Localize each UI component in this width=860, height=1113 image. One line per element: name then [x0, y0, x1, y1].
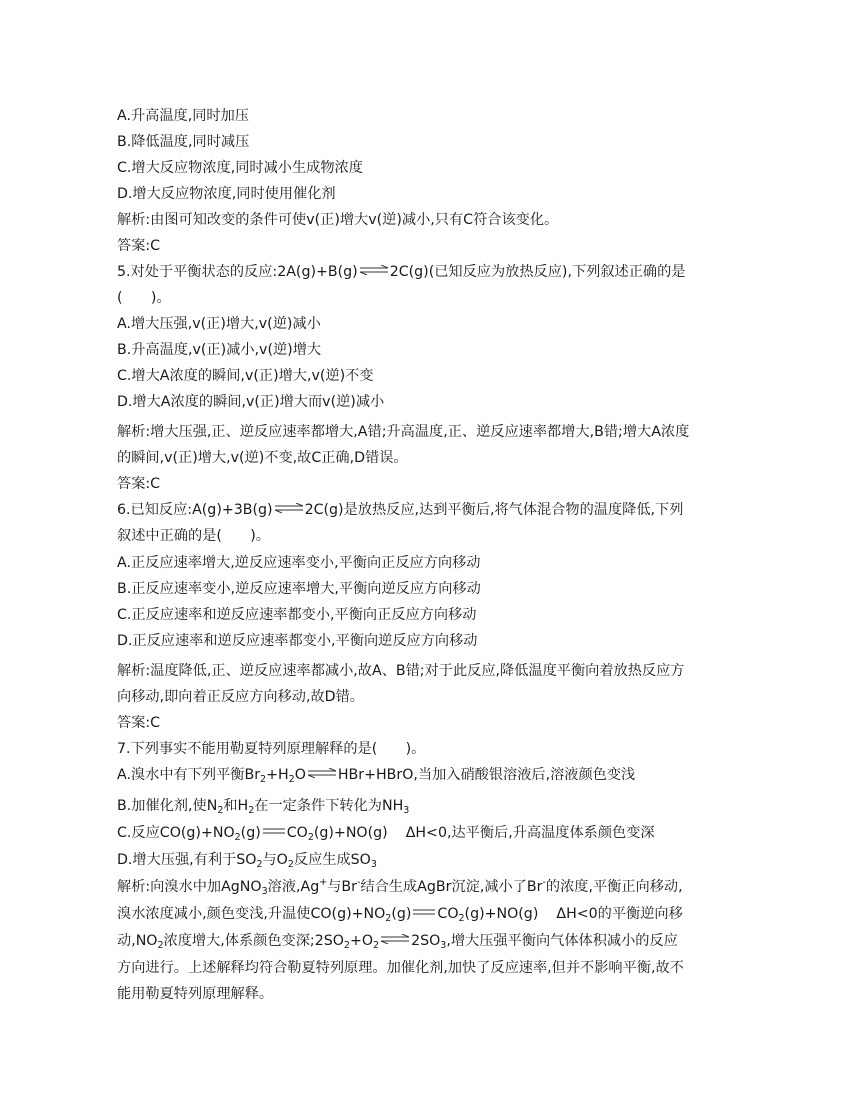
q6-option-c: C.正反应速率和逆反应速率都变小,平衡向正反应方向移动: [117, 607, 477, 623]
q4-answer: 答案:C: [117, 238, 161, 254]
q7-option-c: C.反应$CO(g)+NO_2(g)$ $CO_2(g)+NO(g)$ ΔH<0,达平衡后,升高温度体系颜色变深: [117, 825, 655, 843]
q7-explanation-line-2: 溴水浓度减小,颜色变浅,升温使$CO(g)+NO_2(g)$ $CO_2(g)+NO(g)$ ΔH<0的平衡逆向移: [117, 906, 683, 924]
q4-explanation: 解析:由图可知改变的条件可使v(正)增大v(逆)减小,只有C符合该变化。: [117, 212, 559, 228]
q4-option-d: D.增大反应物浓度,同时使用催化剂: [117, 186, 336, 202]
q4-option-a: A.升高温度,同时加压: [117, 108, 249, 124]
equilibrium-arrow-icon: [307, 768, 337, 778]
q4-option-b: B.降低温度,同时减压: [117, 134, 250, 150]
q5-explanation-line-2: 的瞬间,v(正)增大,v(逆)不变,故C正确,D错误。: [117, 450, 408, 466]
q5-stem-paren: ( )。: [117, 290, 171, 306]
equals-arrow-icon: [262, 827, 286, 835]
q5-option-b: B.升高温度,v(正)减小,v(逆)增大: [117, 342, 322, 358]
q5-stem: 5.对处于平衡状态的反应:2A(g)+B(g) 2C(g)(已知反应为放热反应),下列叙述正确的是: [117, 264, 686, 280]
q6-option-b: B.正反应速率变小,逆反应速率增大,平衡向逆反应方向移动: [117, 581, 481, 597]
q7-explanation-line-1: 解析:向溴水中加AgNO$_3$溶液,Ag+与Br-结合生成AgBr沉淀,减小了Br-的浓度,平衡正向移动,: [117, 877, 683, 897]
q7-explanation-line-4: 方向进行。上述解释均符合勒夏特列原理。加催化剂,加快了反应速率,但并不影响平衡,故不: [117, 960, 684, 976]
equilibrium-arrow-icon: [380, 934, 410, 944]
q6-answer: 答案:C: [117, 715, 161, 731]
q6-option-a: A.正反应速率增大,逆反应速率变小,平衡向正反应方向移动: [117, 555, 481, 571]
q6-stem: 6.已知反应:A(g)+3B(g) 2C(g)是放热反应,达到平衡后,将气体混合物的温度降低,下列: [117, 502, 684, 518]
q7-option-d: D.增大压强,有利于$SO_2$与$O_2$反应生成$SO_3$: [117, 852, 377, 870]
q7-option-b: B.加催化剂,使$N_2$和$H_2$在一定条件下转化为$NH_3$: [117, 798, 410, 816]
q6-explanation-line-1: 解析:温度降低,正、逆反应速率都减小,故A、B错;对于此反应,降低温度平衡向着放热反应方: [117, 663, 685, 679]
q6-stem-line-2: 叙述中正确的是( )。: [117, 528, 270, 544]
q6-option-d: D.正反应速率和逆反应速率都变小,平衡向逆反应方向移动: [117, 633, 478, 649]
q5-option-c: C.增大A浓度的瞬间,v(正)增大,v(逆)不变: [117, 368, 374, 384]
q6-explanation-line-2: 向移动,即向着正反应方向移动,故D错。: [117, 689, 364, 705]
q5-answer: 答案:C: [117, 476, 161, 492]
q4-option-c: C.增大反应物浓度,同时减小生成物浓度: [117, 160, 363, 176]
q5-explanation-line-1: 解析:增大压强,正、逆反应速率都增大,A错;升高温度,正、逆反应速率都增大,B错;增大A浓度: [117, 424, 690, 440]
equilibrium-arrow-icon: [359, 265, 389, 275]
q5-option-a: A.增大压强,v(正)增大,v(逆)减小: [117, 316, 321, 332]
q7-option-a: A.溴水中有下列平衡$Br_2+H_2O$ HBr+HBrO,当加入硝酸银溶液后,溶液颜色变浅: [117, 767, 636, 785]
q7-explanation-line-5: 能用勒夏特列原理解释。: [117, 986, 274, 1002]
equilibrium-arrow-icon: [274, 503, 304, 513]
q5-option-d: D.增大A浓度的瞬间,v(正)增大而v(逆)减小: [117, 394, 385, 410]
q7-stem: 7.下列事实不能用勒夏特列原理解释的是( )。: [117, 741, 426, 757]
equals-arrow-icon: [412, 908, 436, 916]
q7-explanation-line-3: 动$,NO_2$浓度增大,体系颜色变深$;2SO_2+O_2$ $2SO_3$,增大压强平衡向气体体积减小的反应: [117, 933, 678, 951]
